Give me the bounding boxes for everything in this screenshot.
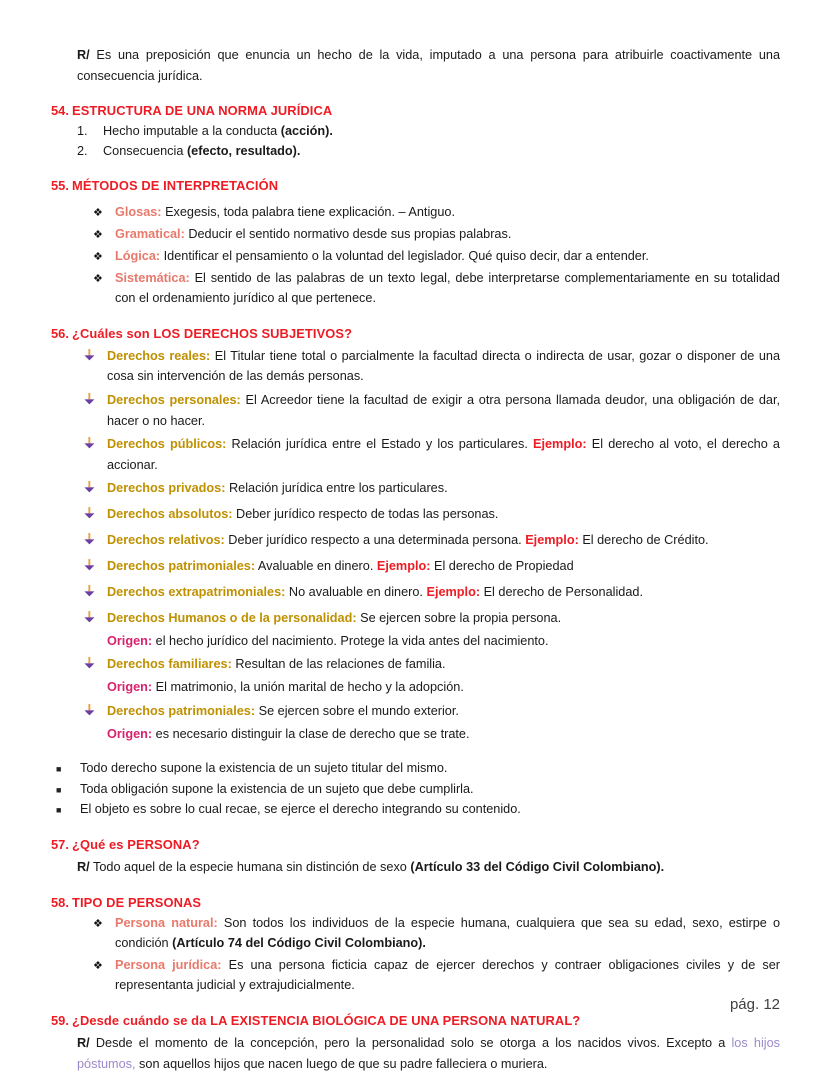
list-item-bold-tail: (efecto, resultado).: [186, 144, 301, 159]
list-item-text: [107, 504, 780, 525]
bullet-marker: [84, 651, 107, 677]
origen-label: Origen:: [107, 726, 153, 741]
bullet-marker: [84, 475, 107, 501]
list-item-text: [115, 913, 780, 954]
list-item-text: [107, 556, 780, 577]
item-body: El sentido de las palabras de un texto legal, debe interpretarse complementariamente en su totalidad con el ordenamiento jurídico al que pertenece.: [115, 270, 780, 306]
section-54-title: ESTRUCTURA DE UNA NORMA JURÍDICA: [72, 103, 333, 119]
origen-text: es necesario distinguir la clase de derecho que se trate.: [152, 726, 470, 741]
item-body: No avaluable en dinero.: [285, 584, 427, 599]
list-marker: 1.: [77, 124, 88, 139]
item-label: Derechos relativos:: [107, 533, 225, 548]
example-text: El derecho de Propiedad: [430, 559, 574, 574]
origen-text: El matrimonio, la unión marital de hecho y la adopción.: [152, 680, 464, 695]
section-55-number: 55.: [51, 178, 69, 194]
list-item: [56, 758, 780, 779]
section-59-answer: [77, 1033, 780, 1074]
answer-text: Todo aquel de la especie humana sin distinción de sexo: [89, 860, 411, 875]
down-arrow-bullet-icon: [84, 580, 95, 592]
example-text: El derecho de Personalidad.: [480, 584, 643, 599]
section-57-answer: [77, 857, 780, 878]
list-item-text: Todo derecho supone la existencia de un sujeto titular del mismo.: [80, 761, 448, 776]
item-label: Glosas:: [115, 205, 162, 220]
item-body: Deber jurídico respecto a una determinada persona.: [224, 533, 526, 548]
list-item: [84, 605, 780, 631]
diamond-bullet-icon: ❖: [93, 250, 103, 263]
origen-label: Origen:: [107, 680, 153, 695]
intro-answer-paragraph: [77, 45, 780, 86]
bullet-marker: [84, 527, 107, 553]
section-54-number: 54.: [51, 103, 69, 119]
list-item-body: Consecuencia: [103, 144, 187, 159]
down-arrow-bullet-icon: [84, 388, 95, 400]
item-label: Derechos privados:: [107, 481, 226, 496]
list-item: [77, 121, 780, 141]
answer-highlight: los hijos póstumos,: [77, 1035, 780, 1071]
item-body: Se ejercen sobre el mundo exterior.: [255, 703, 459, 718]
origen-line: [107, 677, 780, 698]
example-label: Ejemplo:: [376, 559, 431, 574]
answer-text-2: son aquellos hijos que nacen luego de que su padre falleciera o muriera.: [135, 1056, 548, 1071]
origen-text: el hecho jurídico del nacimiento. Protege la vida antes del nacimiento.: [152, 633, 549, 648]
list-item-bold-tail: (acción).: [280, 124, 333, 139]
down-arrow-bullet-icon: [84, 528, 95, 540]
list-item: [84, 343, 780, 387]
list-item-text: Toda obligación supone la existencia de un sujeto que debe cumplirla.: [80, 781, 474, 796]
list-item-text: [107, 390, 780, 431]
list-item-text: [115, 224, 780, 245]
section-56-number: 56.: [51, 325, 69, 341]
list-item-text: [103, 121, 333, 141]
page-number-footer: pág. 12: [729, 996, 780, 1013]
down-arrow-bullet-icon: [84, 344, 95, 356]
bullet-marker: [84, 387, 107, 413]
list-item-text: [115, 202, 780, 223]
list-marker: 2.: [77, 144, 88, 159]
section-57-number: 57.: [51, 837, 69, 853]
item-body: Deber jurídico respecto de todas las personas.: [232, 507, 499, 522]
item-label: Persona jurídica:: [115, 957, 222, 972]
section-54-list: [48, 121, 780, 161]
list-item: [84, 553, 780, 579]
item-label: Derechos patrimoniales:: [107, 703, 256, 718]
list-item-text: [107, 478, 780, 499]
down-arrow-bullet-icon: [84, 432, 95, 444]
example-label: Ejemplo:: [426, 584, 481, 599]
item-label: Derechos absolutos:: [107, 507, 233, 522]
list-item-body: Hecho imputable a la conducta: [103, 124, 281, 139]
origen-label: Origen:: [107, 633, 153, 648]
answer-prefix: R/: [77, 860, 90, 875]
diamond-bullet-icon: ❖: [93, 272, 103, 285]
list-item: [84, 527, 780, 553]
list-item: [77, 141, 780, 161]
item-body: Avaluable en dinero.: [255, 559, 377, 574]
section-58-title: TIPO DE PERSONAS: [72, 894, 202, 910]
bullet-marker: [84, 579, 107, 605]
list-item-text: [107, 582, 780, 603]
list-item-text: El objeto es sobre lo cual recae, se ejerce el derecho integrando su contenido.: [80, 802, 521, 817]
answer-bold-tail: (Artículo 33 del Código Civil Colombiano).: [410, 860, 665, 875]
item-label: Lógica:: [115, 248, 161, 263]
section-57-heading: [48, 837, 780, 852]
list-item: [93, 224, 780, 245]
section-59-title: ¿Desde cuándo se da LA EXISTENCIA BIOLÓGICA DE UNA PERSONA NATURAL?: [72, 1012, 581, 1028]
section-58-number: 58.: [51, 894, 69, 910]
item-body: Es una persona ficticia capaz de ejercer derechos y contraer obligaciones civiles y de ser representanta judicial y extrajudicialmente.: [115, 957, 780, 993]
list-item-text: [107, 654, 780, 675]
square-bullet-icon: ■: [56, 764, 62, 775]
answer-text: Es una preposición que enuncia un hecho de la vida, imputado a una persona para atribuirle coactivamente una consecuencia jurídica.: [77, 48, 780, 83]
list-item-text: [107, 701, 780, 722]
list-item-text: [107, 346, 780, 387]
section-56-list: [48, 343, 780, 744]
item-body: Relación jurídica entre los particulares.: [225, 481, 448, 496]
item-body: Son todos los individuos de la especie humana, cualquiera que sea su edad, sexo, estirpe o condición: [115, 915, 780, 951]
item-label: Derechos Humanos o de la personalidad:: [107, 610, 357, 625]
list-item-text: [107, 608, 780, 629]
bullet-marker: [84, 605, 107, 631]
answer-prefix: R/: [77, 1035, 90, 1050]
section-56-heading: [48, 326, 780, 341]
item-body: Exegesis, toda palabra tiene explicación. – Antiguo.: [161, 205, 455, 220]
example-text: El derecho de Crédito.: [578, 533, 709, 548]
list-item-text: [107, 530, 780, 551]
list-item: [93, 246, 780, 267]
list-item: [93, 202, 780, 223]
bullet-marker: [84, 553, 107, 579]
list-item: [84, 431, 780, 475]
section-59-heading: [48, 1013, 780, 1028]
bullet-marker: [84, 431, 107, 457]
section-54-heading: [48, 103, 780, 118]
item-body: Relación jurídica entre el Estado y los particulares.: [226, 437, 534, 452]
bullet-marker: [84, 698, 107, 724]
section-59-number: 59.: [51, 1012, 69, 1028]
diamond-bullet-icon: ❖: [93, 229, 103, 242]
list-item: [84, 651, 780, 677]
list-item: [56, 799, 780, 820]
list-item: [84, 475, 780, 501]
list-item: [56, 779, 780, 800]
section-56-title: ¿Cuáles son LOS DERECHOS SUBJETIVOS?: [72, 325, 353, 341]
down-arrow-bullet-icon: [84, 476, 95, 488]
item-label: Derechos reales:: [107, 348, 211, 363]
item-body: El Acreedor tiene la facultad de exigir a otra persona llamada deudor, una obligación de dar, hacer o no hacer.: [107, 393, 780, 428]
item-body: Resultan de las relaciones de familia.: [231, 657, 446, 672]
example-label: Ejemplo:: [525, 533, 579, 548]
item-label: Derechos públicos:: [107, 437, 227, 452]
section-58-heading: [48, 895, 780, 910]
item-bold-tail: (Artículo 74 del Código Civil Colombiano).: [172, 936, 426, 951]
down-arrow-bullet-icon: [84, 699, 95, 711]
list-item: [93, 268, 780, 309]
answer-prefix: R/: [77, 48, 90, 62]
example-text: El derecho al voto, el derecho a accionar.: [107, 437, 780, 472]
item-body: Deducir el sentido normativo desde sus propias palabras.: [184, 227, 512, 242]
list-item-text: [107, 434, 780, 475]
item-body: Identificar el pensamiento o la voluntad del legislador. Qué quiso decir, dar a entender.: [160, 248, 649, 263]
item-body: El Titular tiene total o parcialmente la facultad directa o indirecta de usar, gozar o disponer de una cosa sin intervención de las demás personas.: [107, 348, 781, 384]
section-57-title: ¿Qué es PERSONA?: [72, 837, 200, 853]
list-item: [84, 387, 780, 431]
section-55-heading: [48, 178, 780, 193]
down-arrow-bullet-icon: [84, 554, 95, 566]
square-notes-list: [48, 758, 780, 820]
list-item: [93, 913, 780, 954]
bullet-marker: [84, 501, 107, 527]
item-label: Persona natural:: [115, 915, 218, 930]
down-arrow-bullet-icon: [84, 502, 95, 514]
bullet-marker: [84, 343, 107, 369]
answer-text-1: Desde el momento de la concepción, pero la personalidad solo se otorga a los nacidos vivos. Excepto a: [89, 1035, 732, 1050]
item-label: Sistemática:: [115, 270, 190, 285]
list-item: [93, 955, 780, 996]
item-label: Derechos patrimoniales:: [107, 559, 256, 574]
item-label: Derechos extrapatrimoniales:: [107, 584, 286, 599]
section-55-list: [48, 202, 780, 309]
list-item-text: [115, 246, 780, 267]
section-58-list: [48, 913, 780, 996]
item-body: Se ejercen sobre la propia persona.: [356, 610, 562, 625]
list-item-text: [115, 955, 780, 996]
item-label: Gramatical:: [115, 227, 185, 242]
square-bullet-icon: ■: [56, 784, 62, 795]
origen-line: [107, 724, 780, 745]
down-arrow-bullet-icon: [84, 652, 95, 664]
list-item: [84, 579, 780, 605]
example-label: Ejemplo:: [533, 437, 587, 452]
origen-line: [107, 631, 780, 652]
list-item: [84, 698, 780, 724]
list-item-text: [115, 268, 780, 309]
list-item-text: [103, 141, 300, 161]
item-label: Derechos personales:: [107, 393, 241, 408]
item-label: Derechos familiares:: [107, 657, 232, 672]
diamond-bullet-icon: ❖: [93, 917, 103, 930]
diamond-bullet-icon: ❖: [93, 959, 103, 972]
square-bullet-icon: ■: [56, 805, 62, 816]
down-arrow-bullet-icon: [84, 606, 95, 618]
diamond-bullet-icon: ❖: [93, 207, 103, 220]
list-item: [84, 501, 780, 527]
section-55-title: MÉTODOS DE INTERPRETACIÓN: [72, 178, 279, 194]
